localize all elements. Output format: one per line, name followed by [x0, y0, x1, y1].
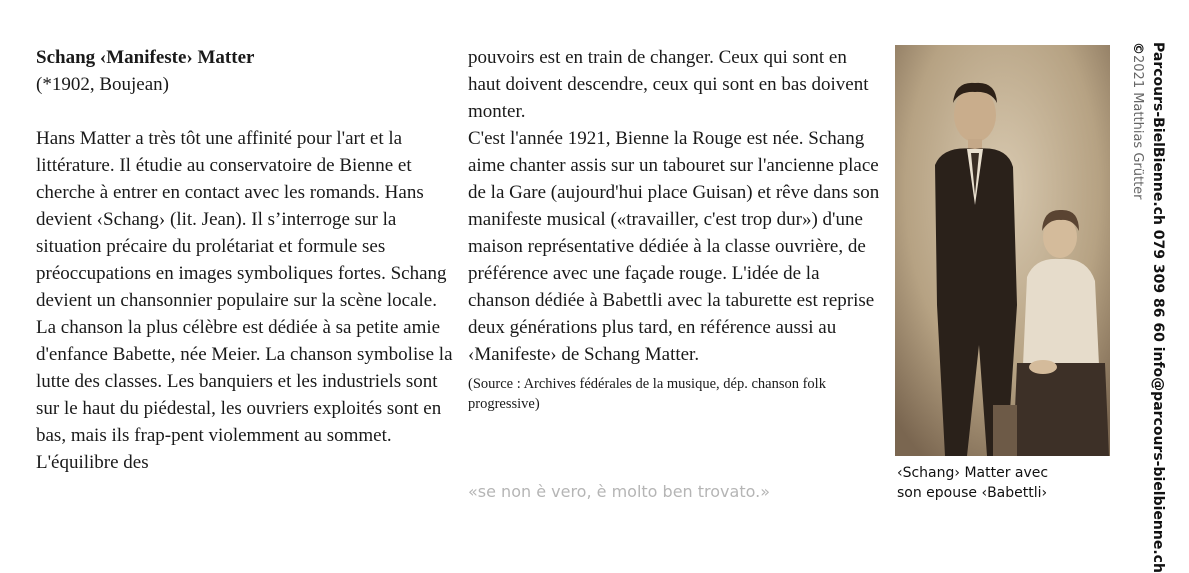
contact-info: Parcours-BielBienne.ch 079 309 86 60 info@parcours-bielbienne.ch — [1150, 42, 1166, 573]
article-title: Schang ‹Manifeste› Matter — [36, 47, 255, 68]
source-note: (Source : Archives fédérales de la musique, dép. chanson folk progressive) — [468, 376, 826, 412]
copyright-text: 2021 Matthias Grütter — [1130, 55, 1145, 200]
article-subtitle: (*1902, Boujean) — [36, 74, 169, 95]
article-paragraph-3: C'est l'année 1921, Bienne la Rouge est née. Schang aime chanter assis sur un tabouret sur l'ancienne place de la Gare (aujourd'hui place Guisan) et rêve dans son manifeste musical («travailler, c'est trop dur») d'une maison représentative dédiée à la classe ouvrière, de préférence avec une façade rouge. L'idée de la chanson dédiée à Babettli avec la taburette est reprise deux générations plus tard, en référence aussi au ‹Manifeste› de Schang Matter. — [468, 128, 880, 365]
copyright-line — [1130, 42, 1145, 200]
caption-line-1: ‹Schang› Matter avec — [897, 465, 1049, 481]
copyright-symbol: © — [1130, 42, 1145, 55]
photo-caption — [897, 463, 1097, 503]
article-paragraph-1: Hans Matter a très tôt une affinité pour l'art et la littérature. Il étudie au conservatoire de Bienne et cherche à entrer en contact avec les romands. Hans devient ‹Schang› (lit. Jean). Il s’interroge sur la situation précaire du prolétariat et formule ses préoccupations en images symboliques fortes. Schang devient un chansonnier populaire sur la scène locale. La chanson la plus célèbre est dédiée à sa petite amie d'enfance Babette, née Meier. La chanson symbolise la lutte des classes. Les banquiers et les industriels sont sur le haut du piédestal, les ouvriers exploités sont en bas, mais ils frap-pent violemment au sommet. L'équilibre des — [36, 128, 453, 473]
quote: «se non è vero, è molto ben trovato.» — [468, 482, 770, 501]
caption-line-2: son epouse ‹Babettli› — [897, 485, 1048, 501]
left-column — [36, 44, 460, 476]
couple-portrait-image — [895, 45, 1110, 456]
sepia-photo — [895, 45, 1110, 456]
article-paragraph-2: pouvoirs est en train de changer. Ceux qui sont en haut doivent descendre, ceux qui sont en bas doivent monter. — [468, 47, 869, 122]
right-column — [468, 44, 880, 414]
